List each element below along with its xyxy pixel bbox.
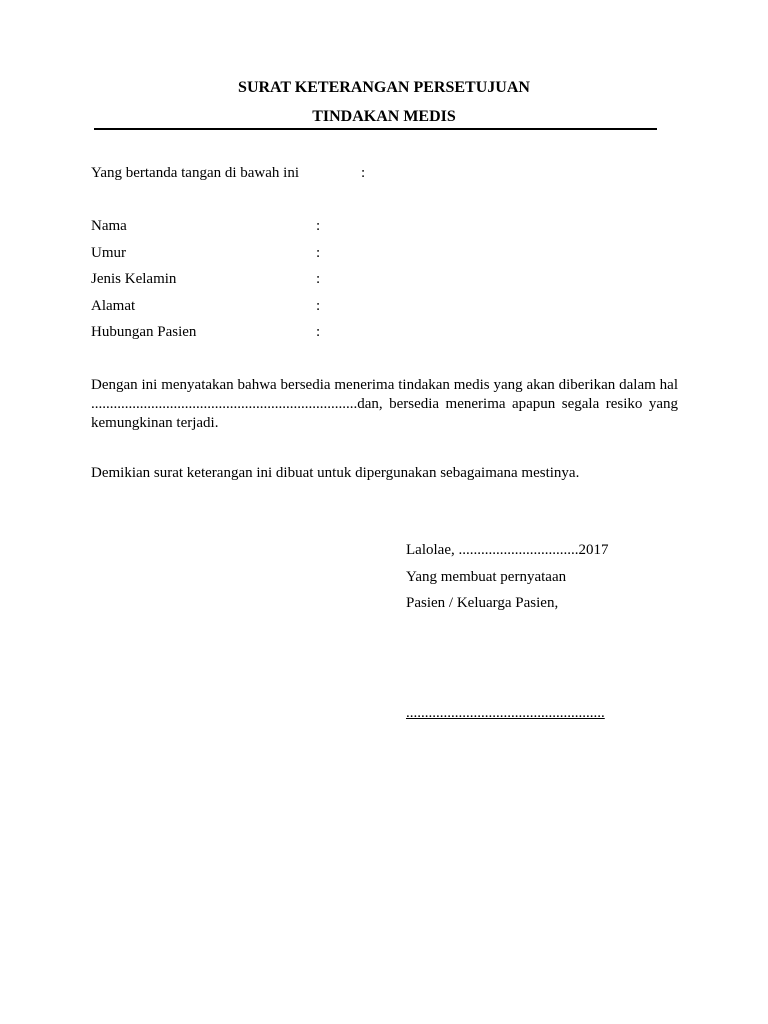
field-alamat	[91, 298, 391, 325]
closing-paragraph: Demikian surat keterangan ini dibuat untuk dipergunakan sebagaimana mestinya.	[91, 465, 580, 481]
field-hubungan-pasien	[91, 324, 391, 351]
field-umur	[91, 245, 391, 272]
field-colon: :	[316, 324, 321, 340]
field-colon: :	[316, 271, 321, 287]
field-jenis-kelamin	[91, 271, 391, 298]
signature-maker: Yang membuat pernyataan	[406, 569, 567, 585]
field-label: Nama	[91, 218, 127, 234]
field-colon: :	[316, 218, 321, 234]
intro-text: Yang bertanda tangan di bawah ini	[91, 165, 300, 181]
field-label: Hubungan Pasien	[91, 324, 197, 340]
field-nama	[91, 218, 391, 245]
field-colon: :	[316, 244, 321, 261]
intro-line	[91, 165, 366, 182]
signature-line: .....................................................	[406, 705, 605, 721]
document-title: SURAT KETERANGAN PERSETUJUAN	[238, 79, 530, 96]
document-subtitle: TINDAKAN MEDIS	[312, 108, 456, 125]
title-underline	[94, 128, 657, 130]
field-label: Umur	[91, 244, 126, 261]
field-label: Alamat	[91, 297, 136, 314]
field-colon: :	[316, 297, 321, 314]
consent-paragraph: Dengan ini menyatakan bahwa bersedia menerima tindakan medis yang akan diberikan dalam hal .......................................................................dan, bersedia menerima apapun segala resiko yang kemungkinan terjadi.	[91, 377, 678, 431]
identity-fields	[91, 218, 391, 351]
signature-role: Pasien / Keluarga Pasien,	[406, 595, 559, 611]
intro-colon: :	[361, 165, 366, 181]
field-label: Jenis Kelamin	[91, 271, 177, 287]
place-date: Lalolae, ................................2017	[406, 542, 609, 558]
